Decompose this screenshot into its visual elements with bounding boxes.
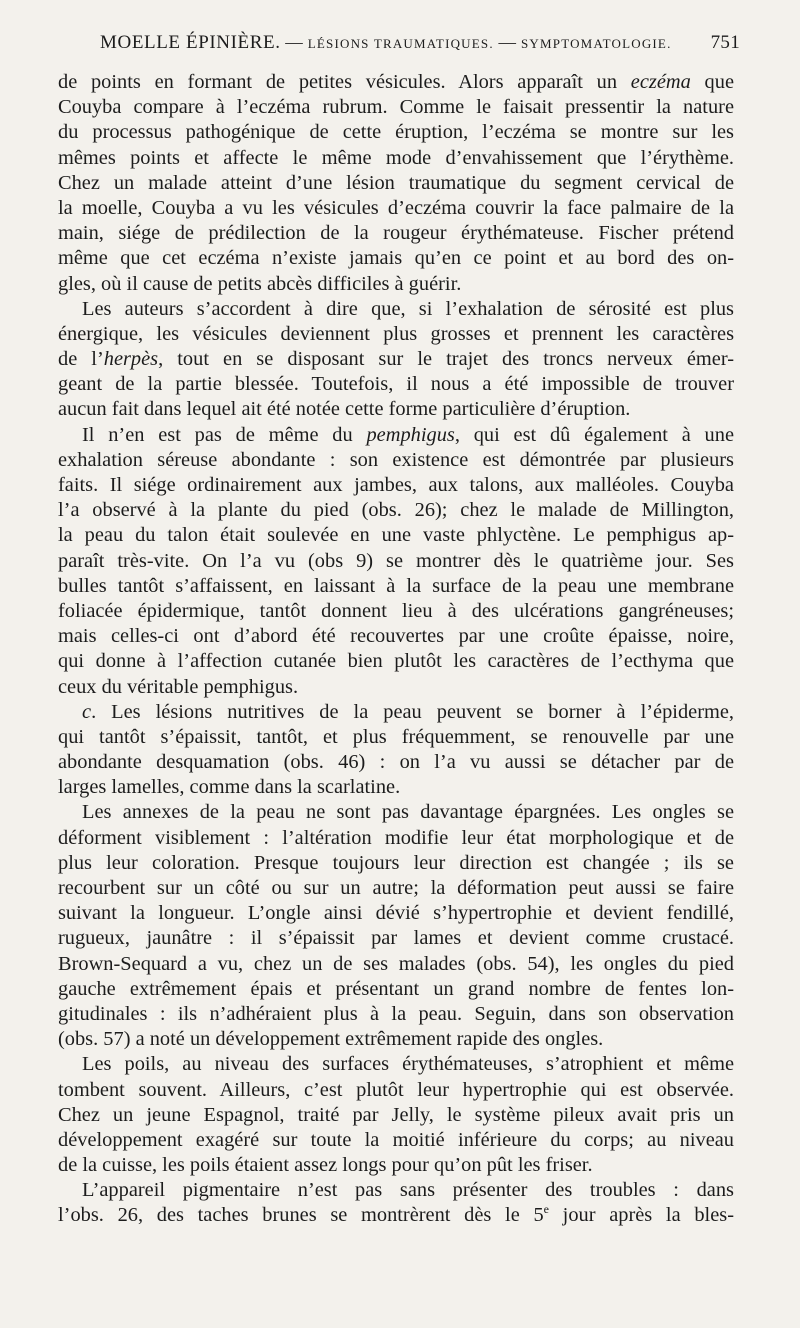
text-segment: faits. Il siége ordinairement aux jambes, aux talons, aux malléoles. Couyba bbox=[58, 474, 734, 496]
text-segment: énergique, les vésicules deviennent plus grosses et prennent les caractères bbox=[58, 322, 734, 345]
text-line bbox=[58, 221, 734, 246]
text-line bbox=[58, 775, 734, 800]
text-segment: la peau du talon était soulevée en une vaste phlyctène. Le pemphigus ap- bbox=[58, 524, 734, 547]
text-line bbox=[58, 750, 734, 775]
superscript: e bbox=[543, 1203, 549, 1217]
text-line bbox=[58, 1052, 734, 1077]
text-segment: Chez un jeune Espagnol, traité par Jelly, le système pileux avait pris un bbox=[58, 1103, 734, 1126]
italic-term: herpès bbox=[103, 348, 159, 371]
text-line bbox=[58, 70, 734, 95]
text-segment: de la cuisse, les poils étaient assez longs pour qu’on pût les friser. bbox=[58, 1154, 593, 1177]
text-segment: même que cet eczéma n’existe jamais qu’en ce point et au bord des on- bbox=[58, 247, 734, 270]
text-segment: gitudinales : ils n’adhéraient plus à la peau. Seguin, dans son observation bbox=[58, 1002, 734, 1025]
text-segment: qui donne à l’affection cutanée bien plutôt les caractères de l’ecthyma que bbox=[58, 650, 734, 673]
text-segment: (obs. 57) a noté un développement extrêmement rapide des ongles. bbox=[58, 1028, 604, 1051]
text-segment: Les poils, au niveau des surfaces érythémateuses, s’atrophient et même bbox=[82, 1053, 734, 1076]
text-segment: l’a observé à la plante du pied (obs. 26); chez le malade de Millington, bbox=[58, 499, 734, 522]
text-line bbox=[58, 171, 734, 196]
text-line bbox=[58, 1027, 734, 1052]
text-line bbox=[58, 423, 734, 448]
header-subsection: SYMPTOMATOLOGIE. bbox=[520, 36, 672, 51]
text-segment: abondante desquamation (obs. 46) : on l’a vu aussi se détacher par de bbox=[58, 751, 734, 774]
text-segment: Couyba compare à l’eczéma rubrum. Comme le faisait pressentir la nature bbox=[58, 96, 734, 119]
text-line bbox=[58, 549, 734, 574]
text-segment: déforment visiblement : l’altération modifie leur état morphologique et de bbox=[58, 826, 734, 849]
text-segment: mais celles-ci ont d’abord été recouvertes par une croûte épaisse, noire, bbox=[58, 625, 734, 648]
text-line bbox=[58, 272, 734, 297]
italic-term: eczéma bbox=[630, 71, 691, 93]
text-line bbox=[58, 1128, 734, 1153]
text-line bbox=[58, 347, 734, 372]
text-line bbox=[58, 725, 734, 750]
text-segment: exhalation séreuse abondante : son existence est démontrée par plusieurs bbox=[58, 448, 734, 471]
text-line bbox=[58, 372, 734, 397]
text-line bbox=[58, 1103, 734, 1128]
text-line bbox=[58, 297, 734, 322]
text-segment: suivant la longueur. L’ongle ainsi dévié s’hypertrophie et devient fendillé, bbox=[58, 902, 734, 925]
text-segment: geant de la partie blessée. Toutefois, il nous a été impossible de trouver bbox=[58, 373, 734, 396]
text-segment: que bbox=[690, 71, 734, 93]
text-segment: Les auteurs s’accordent à dire que, si l’exhalation de sérosité est plus bbox=[82, 297, 734, 320]
body-text bbox=[58, 70, 734, 1229]
text-line bbox=[58, 1078, 734, 1103]
text-line bbox=[58, 1002, 734, 1027]
text-line bbox=[58, 120, 734, 145]
text-segment: Chez un malade atteint d’une lésion traumatique du segment cervical de bbox=[58, 171, 734, 194]
text-line bbox=[58, 1153, 734, 1178]
text-segment: paraît très-vite. On l’a vu (obs 9) se montrer dès le quatrième jour. Ses bbox=[58, 549, 734, 572]
text-line bbox=[58, 574, 734, 599]
text-line bbox=[58, 851, 734, 876]
text-segment: aucun fait dans lequel ait été notée cette forme particulière d’éruption. bbox=[58, 398, 631, 421]
text-segment: de points en formant de petites vésicules. Alors apparaît un bbox=[58, 71, 631, 93]
text-segment: l’obs. 26, des taches brunes se montrèrent dès le 5 bbox=[58, 1204, 544, 1227]
text-line bbox=[58, 322, 734, 347]
text-line bbox=[58, 926, 734, 951]
text-segment: , tout en se disposant sur le trajet des troncs nerveux émer- bbox=[158, 348, 734, 371]
text-segment: mêmes points et affecte le même mode d’envahissement que l’érythème. bbox=[58, 146, 734, 169]
text-segment: du processus pathogénique de cette éruption, l’eczéma se montre sur les bbox=[58, 121, 734, 144]
text-segment: plus leur coloration. Presque toujours leur direction est changée ; ils se bbox=[58, 851, 734, 874]
text-segment: . Les lésions nutritives de la peau peuvent se borner à l’épiderme, bbox=[91, 700, 734, 723]
text-line bbox=[58, 397, 734, 422]
italic-term: pemphigus bbox=[366, 423, 455, 446]
header-dash: — bbox=[498, 32, 517, 52]
text-line bbox=[58, 700, 734, 725]
text-segment: ceux du véritable pemphigus. bbox=[58, 675, 299, 698]
text-segment: , qui est dû également à une bbox=[454, 423, 734, 446]
text-segment: rugueux, jaunâtre : il s’épaissit par lames et devient comme crustacé. bbox=[58, 927, 734, 950]
text-line bbox=[58, 649, 734, 674]
text-line bbox=[58, 675, 734, 700]
header-title: MOELLE ÉPINIÈRE. bbox=[100, 32, 281, 53]
text-segment: Les annexes de la peau ne sont pas davantage épargnées. Les ongles se bbox=[82, 801, 734, 824]
text-segment: main, siége de prédilection de la rougeur érythémateuse. Fischer prétend bbox=[58, 222, 734, 245]
text-segment: gles, où il cause de petits abcès difficiles à guérir. bbox=[58, 272, 462, 295]
text-line bbox=[58, 977, 734, 1002]
text-segment: bulles tantôt s’affaissent, en laissant à la surface de la peau une membrane bbox=[58, 574, 734, 597]
text-line bbox=[58, 876, 734, 901]
text-segment: foliacée épidermique, tantôt donnent lieu à des ulcérations gangréneuses; bbox=[58, 599, 734, 622]
text-line bbox=[58, 800, 734, 825]
text-segment: qui tantôt s’épaissit, tantôt, et plus fréquemment, se renouvelle par une bbox=[58, 725, 734, 748]
text-line bbox=[58, 95, 734, 120]
text-segment: développement exagéré sur toute la moitié inférieure du corps; au niveau bbox=[58, 1128, 734, 1151]
running-header bbox=[100, 32, 740, 54]
text-segment: L’appareil pigmentaire n’est pas sans présenter des troubles : dans bbox=[82, 1179, 734, 1202]
text-segment: Il n’en est pas de même du bbox=[82, 423, 367, 446]
text-segment: tombent souvent. Ailleurs, c’est plutôt leur hypertrophie qui est observée. bbox=[58, 1078, 734, 1101]
header-section: LÉSIONS TRAUMATIQUES. bbox=[307, 36, 494, 51]
italic-term: c bbox=[82, 700, 92, 723]
text-segment: recourbent sur un côté ou sur un autre; la déformation peut aussi se faire bbox=[58, 877, 734, 899]
text-line bbox=[58, 599, 734, 624]
text-line bbox=[58, 196, 734, 221]
text-segment: gauche extrêmement épais et présentant un grand nombre de fentes lon- bbox=[58, 977, 734, 1000]
text-line bbox=[58, 473, 734, 498]
text-line bbox=[58, 901, 734, 926]
text-line bbox=[58, 523, 734, 548]
text-line bbox=[58, 1178, 734, 1203]
text-segment: de l’ bbox=[58, 348, 104, 371]
text-segment: Brown-Sequard a vu, chez un de ses malades (obs. 54), les ongles du pied bbox=[58, 952, 734, 975]
text-line bbox=[58, 246, 734, 271]
text-line bbox=[58, 448, 734, 473]
text-line bbox=[58, 498, 734, 523]
header-dash: — bbox=[285, 32, 304, 52]
text-segment: jour après la bles- bbox=[548, 1204, 734, 1227]
page-number: 751 bbox=[710, 32, 740, 53]
text-line bbox=[58, 146, 734, 171]
text-segment: larges lamelles, comme dans la scarlatine. bbox=[58, 776, 401, 799]
text-line bbox=[58, 1203, 734, 1228]
text-line bbox=[58, 952, 734, 977]
text-segment: la moelle, Couyba a vu les vésicules d’eczéma couvrir la face palmaire de la bbox=[58, 196, 734, 219]
text-line bbox=[58, 826, 734, 851]
text-line bbox=[58, 624, 734, 649]
